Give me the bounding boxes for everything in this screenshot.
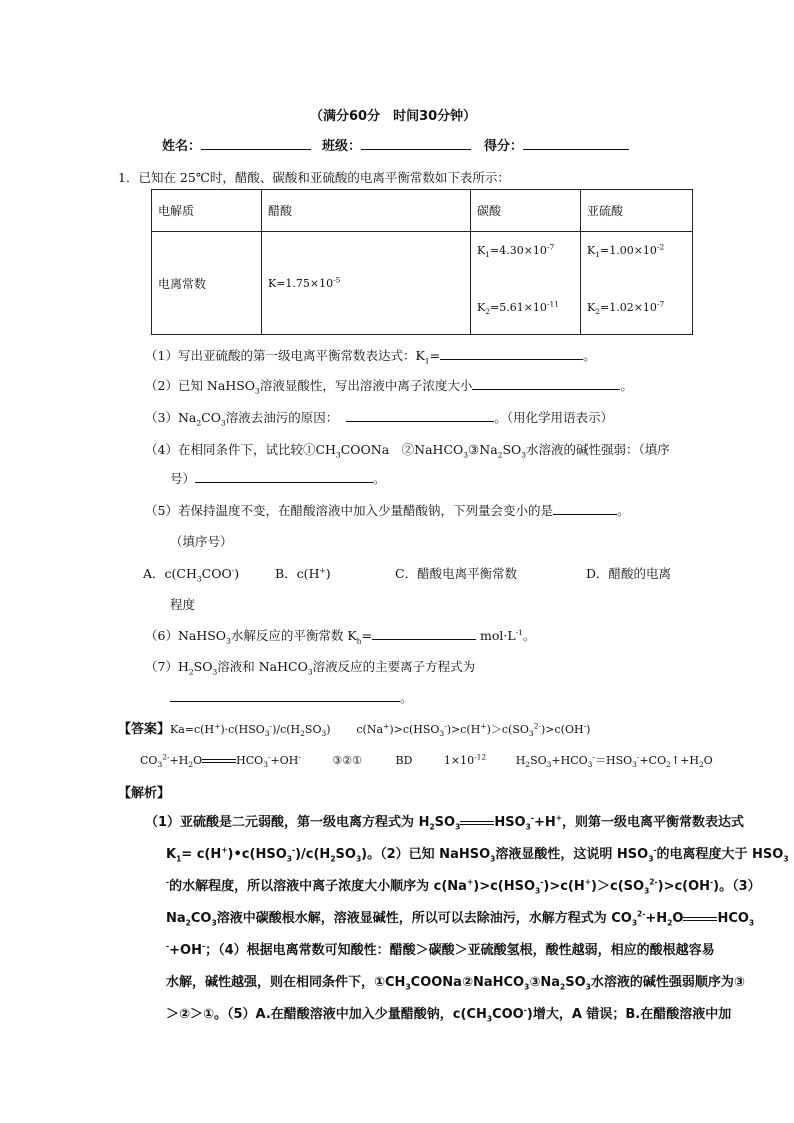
subquestion-7-answer: 。 [170, 688, 413, 706]
answer-order: $c(Na^+)>c(HSO_3^-)>c(H^+)>c(SO_3^{2-})>c(OH^-)$ [356, 721, 591, 739]
analysis-line-1: （1）亚硫酸是二元弱酸，第一级电离方程式为 $H_2SO_3$ $HSO_3^-+H^+$，则第一级电离平衡常数表达式 [145, 813, 745, 832]
sulfurous-k1: $K_1=1.00\times 10^{-2}$ [587, 242, 665, 260]
subquestion-7: $(7)H_2SO_3$溶液和 NaHCO$_3$溶液反应的主要离子方程式为 [145, 659, 476, 677]
table-header-sulfurous: 亚硫酸 [581, 190, 693, 232]
carbonic-k1: $K_1=4.30\times 10^{-7}$ [477, 242, 555, 260]
analysis-line-7: ＞②＞①。（5）A.在醋酸溶液中加入少量醋酸钠，$c(CH_3COO^-)$增大，A 错误；B.在醋酸溶液中加 [166, 1005, 732, 1024]
name-field [162, 135, 311, 154]
answer-ka: $Ka=c(H^+)\cdot c(HSO_3^-)/c(H_2SO_3)$ [170, 721, 331, 739]
class-label: 班级： [322, 139, 362, 154]
equilibrium-arrow-icon [202, 757, 236, 765]
answer-co3: $CO_3^{2-}+H_2O$ $HCO_3^-+OH^-$ [140, 752, 301, 770]
subquestion-4: （4）在相同条件下，试比较$①CH_3COONa$ $②NaHCO_3③Na_2SO_3$水溶液的碱性强弱：（填序 [145, 442, 670, 460]
answer-bd: BD [395, 754, 413, 767]
carbonic-constants [471, 232, 581, 335]
answer-label: 【答案】 [118, 722, 171, 737]
subquestion-2: （2）已知 NaHSO$_3$溶液显酸性，写出溶液中离子浓度大小 。 [145, 378, 633, 396]
option-c: C．醋酸电离平衡常数 [395, 566, 518, 581]
analysis-line-2: $K_1=$ $c(H^+)•c(HSO_3^-)/c(H_2SO_3)$。（2）已知 NaHSO$_3$溶液显酸性，这说明 $HSO_3^-$的电离程度大于 $HSO_3$ [166, 845, 789, 864]
subquestion-5: （5）若保持温度不变，在醋酸溶液中加入少量醋酸钠，下列量会变小的是 。 [145, 503, 630, 518]
analysis-line-5: -+OH-；（4）根据电离常数可知酸性：醋酸＞碳酸＞亚硫酸氢根，酸性越弱，相应的酸根越容易 [166, 941, 715, 958]
table-header-electrolyte: 电解质 [152, 190, 262, 232]
option-d: D．醋酸的电离 [586, 566, 672, 581]
subquestion-1: （1）写出亚硫酸的第一级电离平衡常数表达式：$K_1=$ 。 [145, 348, 596, 366]
name-label: 姓名： [162, 139, 202, 154]
equilibrium-arrow-icon [460, 819, 494, 827]
subquestion-6: （6）NaHSO$_3$水解反应的平衡常数 $K_h= mol\cdot L^{-1}$。 [145, 627, 536, 646]
answer-blank-4[interactable] [195, 470, 373, 483]
test-subtitle: （满分60分 时间30分钟） [310, 109, 477, 124]
answer-blank-2[interactable] [472, 377, 620, 390]
question-intro: 1．已知在 25℃时，醋酸、碳酸和亚硫酸的电离平衡常数如下表所示： [118, 170, 510, 185]
answer-blank-7[interactable] [170, 689, 400, 702]
name-blank[interactable] [201, 137, 311, 150]
answer-line-1 [118, 718, 590, 737]
answer-rank: ③②① [332, 754, 362, 767]
analysis-line-4: $Na_2CO_3$溶液中碳酸根水解，溶液显碱性，所以可以去除油污，水解方程式为 $CO_3^{2-}+H_2O$ $HCO_3$ [166, 909, 755, 928]
answer-blank-1[interactable] [440, 347, 583, 360]
answer-blank-5[interactable] [553, 502, 617, 515]
analysis-line-6: 水解，碱性越强，则在相同条件下，$①CH_3COONa②NaHCO_3③Na_2SO_3$水溶液的碱性强弱顺序为③ [166, 975, 745, 992]
table-row-label: 电离常数 [152, 232, 262, 335]
answer-blank-3[interactable] [346, 409, 494, 422]
answer-kh: $1\times 10^{-12}$ [443, 752, 487, 767]
subquestion-3: $(3)Na_2CO_3$溶液去油污的原因： 。（用化学用语表示） [145, 410, 613, 428]
sulfurous-k2: $K_2=1.02\times 10^{-7}$ [587, 299, 665, 317]
option-a: A．$c(CH_3COO^-)$ [143, 565, 240, 584]
analysis-line-3: -的水解程度，所以溶液中离子浓度大小顺序为 $c(Na^+)>c(HSO_3^-)>c(H^+)>c(SO_3^{2-})>c(OH^-)$。（3） [166, 877, 761, 896]
score-label: 得分： [484, 139, 524, 154]
option-d-cont: 程度 [170, 597, 196, 612]
carbonic-k2: $K_2=5.61\times 10^{-11}$ [477, 299, 560, 317]
sulfurous-constants [581, 232, 693, 335]
answer-equation: $H_2SO_3+HCO_3^-=HSO_3^-+CO_2↑+H_2O$ [515, 752, 713, 770]
ionization-table [151, 189, 693, 335]
score-blank[interactable] [523, 137, 629, 150]
answer-blank-6[interactable] [372, 627, 476, 640]
subquestion-4-cont: 号） 。 [170, 471, 386, 486]
option-b: B．c(H+) [275, 565, 331, 581]
analysis-label: 【解析】 [118, 786, 171, 801]
answer-line-2 [140, 752, 713, 768]
equilibrium-arrow-icon [683, 915, 717, 923]
subquestion-5-note: （填序号） [170, 534, 233, 549]
table-header-carbonic: 碳酸 [471, 190, 581, 232]
class-field [322, 135, 471, 154]
acetic-constant: $K=1.75\times 10^{-5}$ [262, 232, 471, 335]
score-field [484, 135, 629, 154]
class-blank[interactable] [361, 137, 471, 150]
table-header-acetic: 醋酸 [262, 190, 471, 232]
